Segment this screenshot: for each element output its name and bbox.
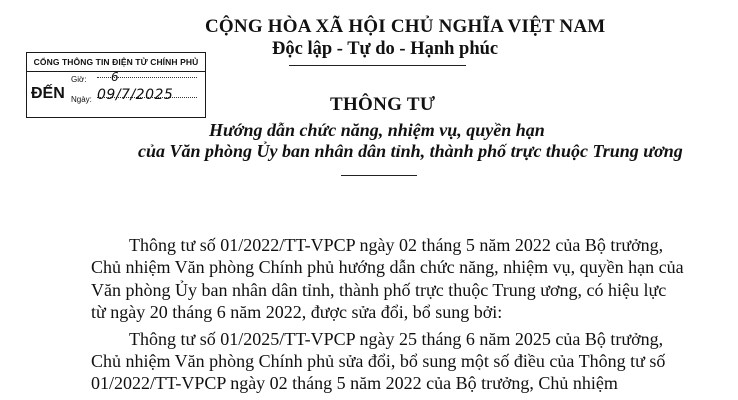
national-motto: Độc lập - Tự do - Hạnh phúc — [272, 39, 499, 59]
header-underline — [289, 65, 466, 66]
body-line: Chủ nhiệm Văn phòng Chính phủ hướng dẫn chức năng, nhiệm vụ, quyền hạn của — [91, 257, 684, 277]
stamp-date-value: 09/7/2025 — [97, 87, 174, 103]
body-line: Thông tư số 01/2025/TT-VPCP ngày 25 tháng 6 năm 2025 của Bộ trưởng, — [129, 329, 664, 349]
stamp-hour-value: 6 — [111, 70, 119, 84]
stamp-den-label: ĐẾN — [31, 85, 65, 102]
national-title: CỘNG HÒA XÃ HỘI CHỦ NGHĨA VIỆT NAM — [205, 16, 606, 37]
received-stamp — [26, 52, 206, 118]
body-line: Văn phòng Ủy ban nhân dân tỉnh, thành phố trực thuộc Trung ương, có hiệu lực — [91, 280, 667, 300]
body-line: Chủ nhiệm Văn phòng Chính phủ sửa đổi, bổ sung một số điều của Thông tư số — [91, 351, 666, 371]
body-line: Thông tư số 01/2022/TT-VPCP ngày 02 tháng 5 năm 2022 của Bộ trưởng, — [129, 235, 664, 255]
stamp-title: CỔNG THÔNG TIN ĐIỆN TỬ CHÍNH PHỦ — [33, 57, 199, 67]
document-subtitle-line1: Hướng dẫn chức năng, nhiệm vụ, quyền hạn — [209, 120, 545, 140]
title-underline — [341, 175, 417, 176]
document-subtitle-line2: của Văn phòng Ủy ban nhân dân tỉnh, thành phố trực thuộc Trung ương — [138, 141, 683, 161]
document-type: THÔNG TƯ — [330, 94, 436, 115]
body-line: 01/2022/TT-VPCP ngày 02 tháng 5 năm 2022 của Bộ trưởng, Chủ nhiệm — [91, 373, 618, 393]
stamp-date-label: Ngày: — [71, 95, 92, 104]
stamp-hour-label: Giờ: — [71, 75, 87, 84]
body-line: từ ngày 20 tháng 6 năm 2022, được sửa đổi, bổ sung bởi: — [91, 302, 503, 322]
